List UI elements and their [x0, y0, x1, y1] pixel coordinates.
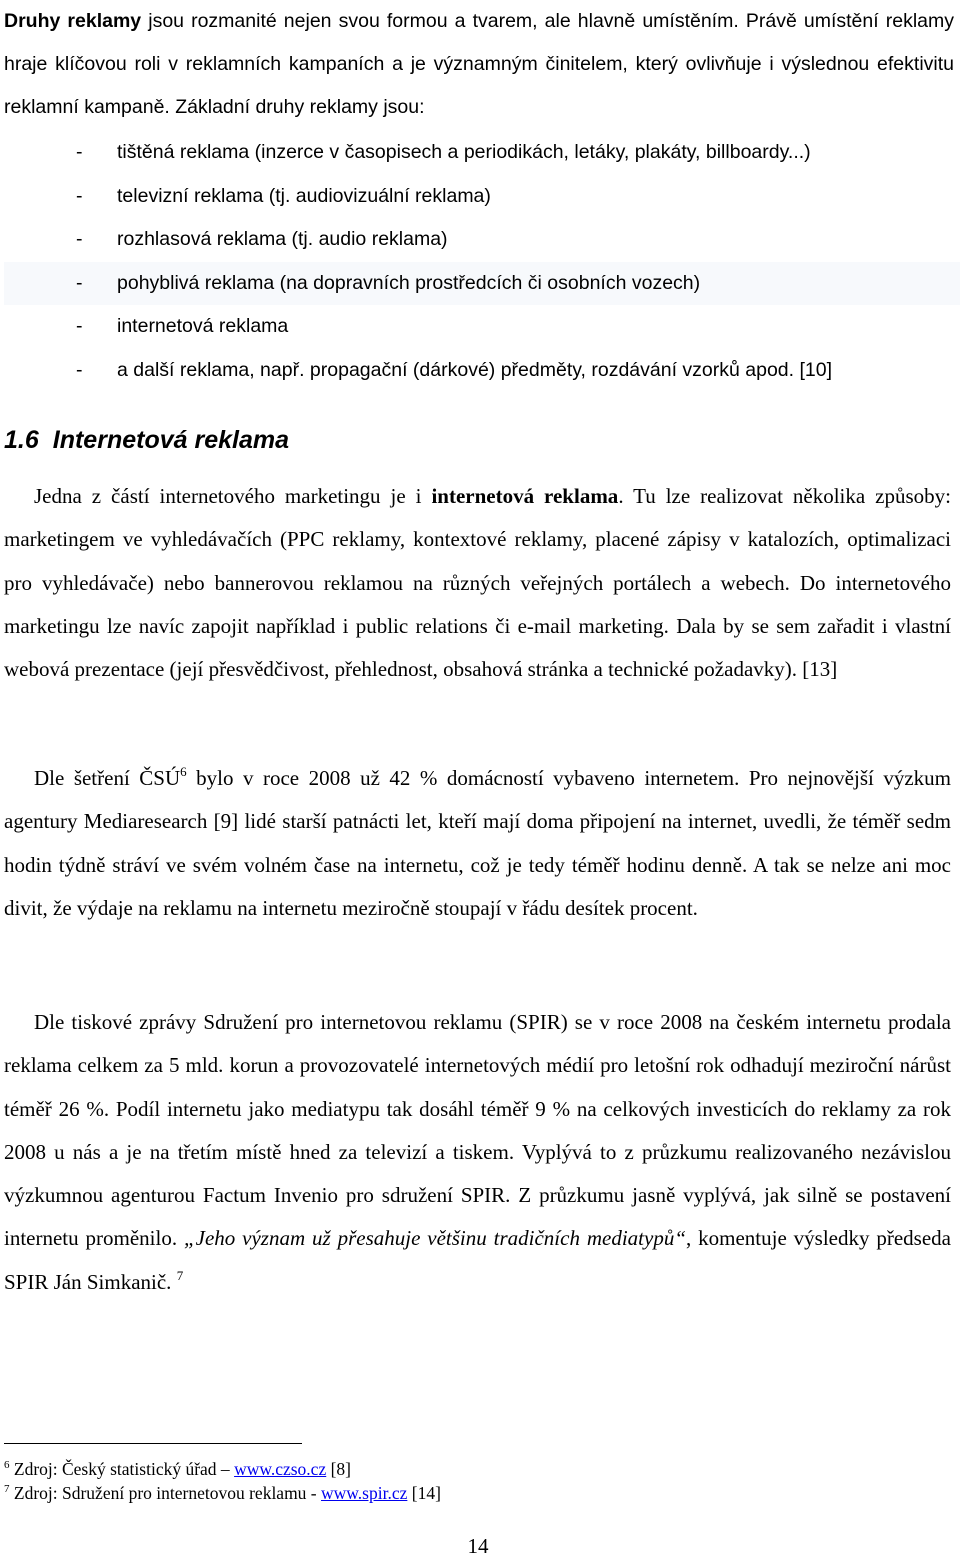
- footnote-link-czso[interactable]: www.czso.cz: [234, 1459, 327, 1479]
- intro-bold-lead: Druhy reklamy: [4, 10, 142, 32]
- para2-after: bylo v roce 2008 už 42 % domácností vybaveno internetem. Pro nejnovější výzkum agentury Mediaresearch [9] lidé starší patnácti let, kteří mají doma připojení na internet, uvedli, že téměř sedm hodin týdně stráví ve svém volném čase na internetu, což je tedy téměř hodinu denně. A tak se nelze ani moc divit, že výdaje na reklamu na internetu meziročně stoupají v řádu desítek procent.: [4, 766, 951, 920]
- footnote-ref-7[interactable]: 7: [176, 1267, 184, 1283]
- list-dash: -: [76, 358, 83, 381]
- list-item-text: televizní reklama (tj. audiovizuální reklama): [117, 184, 491, 207]
- section-title: Internetová reklama: [52, 426, 289, 454]
- footnote-number: 7: [4, 1483, 10, 1495]
- footnote-divider: [4, 1443, 302, 1444]
- section-number: 1.6: [4, 426, 39, 454]
- section-heading: [4, 418, 289, 462]
- list-dash: -: [76, 315, 83, 337]
- footnote-ref-6[interactable]: 6: [180, 764, 187, 779]
- list-item-text: tištěná reklama (inzerce v časopisech a periodikách, letáky, plakáty, billboardy...): [117, 141, 811, 163]
- page-number: 14: [467, 1534, 489, 1558]
- list-item-text: rozhlasová reklama (tj. audio reklama): [117, 228, 448, 250]
- footnote-text: Zdroj: Sdružení pro internetovou reklamu -: [9, 1483, 322, 1503]
- footnote-7: [4, 1481, 441, 1505]
- list-dash: -: [76, 141, 83, 163]
- list-item: [4, 175, 960, 219]
- para2-before: Dle šetření ČSÚ: [34, 766, 181, 790]
- list-item: [4, 218, 960, 262]
- list-item-text: pohyblivá reklama (na dopravních prostředcích či osobních vozech): [117, 271, 701, 294]
- para1-after: . Tu lze realizovat několika způsoby: marketingem ve vyhledávačích (PPC reklamy, kontextové reklamy, placené zápisy v katalozích, optimalizaci pro vyhledávače) nebo bannerovou reklamou na různých veřejných portálech a webech. Do internetového marketingu lze navíc zapojit například i public relations či e-mail marketing. Dala by se sem zařadit i vlastní webová prezentace (její přesvědčivost, přehlednost, obsahová stránka a technické požadavky). [13]: [4, 484, 951, 682]
- para1-before: Jedna z částí internetového marketingu je i: [34, 484, 432, 508]
- list-dash: -: [76, 184, 83, 207]
- footnote-6: [4, 1457, 351, 1481]
- paragraph-internet-advertising: [4, 475, 951, 691]
- advertising-types-list: [4, 131, 960, 392]
- para3-before: Dle tiskové zprávy Sdružení pro internetovou reklamu (SPIR) se v roce 2008 na českém internetu prodala reklama celkem za 5 mld. korun a provozovatelé internetových médií pro letošní rok odhadují meziroční nárůst téměř 26 %. Podíl internetu jako mediatypu tak dosáhl téměř 9 % na celkových investicích do reklamy za rok 2008 u nás a je na třetím místě hned za televizí a tiskem. Vyplývá to z průzkumu realizovaného nezávislou výzkumnou agenturou Factum Invenio pro sdružení SPIR. Z průzkumu jasně vyplývá, jak silně se postavení internetu proměnilo.: [4, 1010, 951, 1251]
- para1-bold: internetová reklama: [431, 484, 619, 508]
- list-item-text: a další reklama, např. propagační (dárkové) předměty, rozdávání vzorků apod. [10]: [117, 358, 833, 381]
- list-item: [4, 349, 960, 393]
- list-item: [4, 131, 960, 175]
- footnote-ref: [14]: [407, 1483, 441, 1503]
- footnote-number: 6: [4, 1459, 10, 1471]
- list-item-text: internetová reklama: [117, 315, 289, 337]
- intro-text: jsou rozmanité nejen svou formou a tvarem, ale hlavně umístěním. Právě umístění reklamy hraje klíčovou roli v reklamních kampaních a je významným činitelem, který ovlivňuje i výslednou efektivitu reklamní kampaně. Základní druhy reklamy jsou:: [4, 10, 954, 118]
- footnote-ref: [8]: [326, 1459, 352, 1479]
- list-item: [4, 305, 960, 349]
- footnote-link-spir[interactable]: www.spir.cz: [321, 1483, 408, 1503]
- list-dash: -: [76, 228, 83, 250]
- intro-paragraph: [4, 0, 954, 129]
- paragraph-csu-survey: [4, 757, 951, 930]
- list-item: [4, 262, 960, 306]
- paragraph-spir-report: [4, 1001, 951, 1304]
- footnote-text: Zdroj: Český statistický úřad –: [9, 1459, 235, 1479]
- list-dash: -: [76, 271, 83, 294]
- para3-quote: „Jeho význam už přesahuje většinu tradičních mediatypů“: [183, 1226, 686, 1251]
- para3-after: , komentuje výsledky předseda SPIR Ján Simkanič.: [4, 1226, 951, 1294]
